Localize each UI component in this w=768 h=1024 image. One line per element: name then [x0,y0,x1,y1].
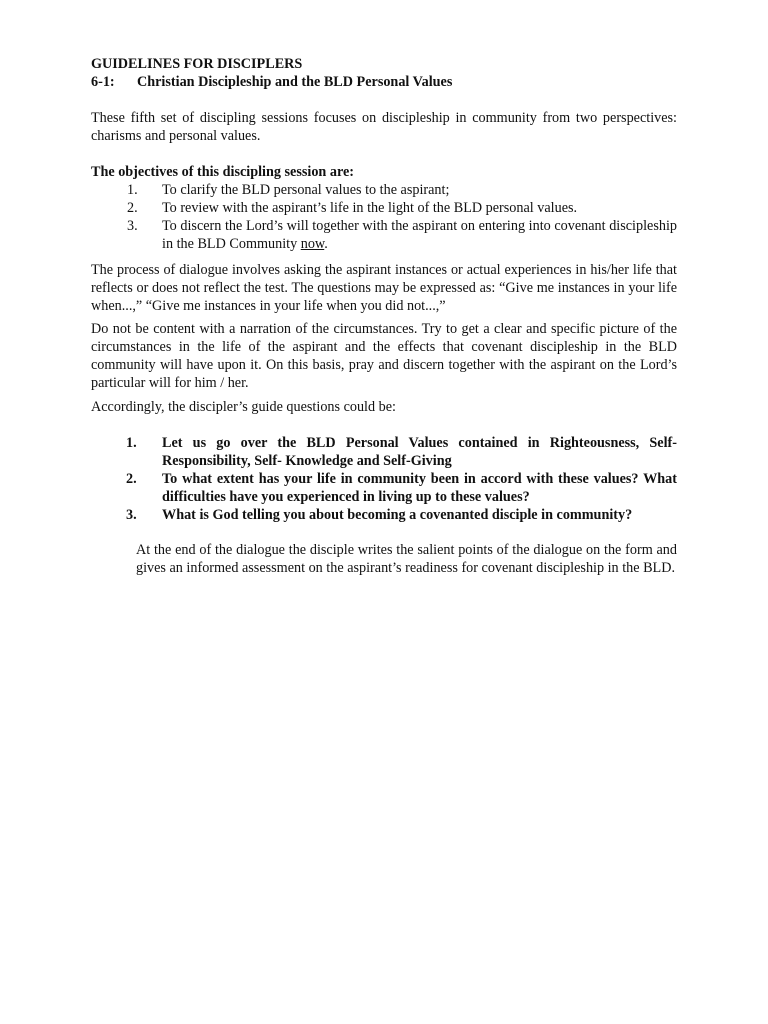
list-item-text: To clarify the BLD personal values to the aspirant; [162,182,450,198]
list-item [91,434,677,470]
list-item [91,217,677,253]
list-item [91,199,677,217]
list-item-number: 3. [126,507,137,523]
circumstances-paragraph: Do not be content with a narration of the circumstances. Try to get a clear and specific picture of the circumstances in the life of the aspirant and the effects that covenant discipleship in the BLD community will have upon it. On this basis, pray and discern together with the aspirant on the Lord’s particular will for him / her. [91,321,677,391]
list-item-text: To review with the aspirant’s life in the light of the BLD personal values. [162,200,578,216]
guide-questions-intro: Accordingly, the discipler’s guide questions could be: [91,399,396,415]
list-item-number: 2. [126,471,137,487]
closing-paragraph: At the end of the dialogue the disciple writes the salient points of the dialogue on the form and gives an informed assessment on the aspirant’s readiness for covenant discipleship in the BLD. [136,542,677,576]
list-item-number: 1. [127,182,138,198]
list-item-number: 2. [127,200,138,216]
section-title: Christian Discipleship and the BLD Personal Values [137,74,453,90]
dialogue-paragraph: The process of dialogue involves asking the aspirant instances or actual experiences in his/her life that reflects or does not reflect the test. The questions may be expressed as: “Give me instances in your life when...,” “Give me instances in your life when you did not...,” [91,262,677,314]
intro-paragraph: These fifth set of discipling sessions focuses on discipleship in community from two perspectives: charisms and personal values. [91,110,677,144]
list-item-text: Let us go over the BLD Personal Values contained in Righteousness, Self-Responsibility, Self- Knowledge and Self-Giving [162,435,677,469]
document-title: GUIDELINES FOR DISCIPLERS [91,56,303,72]
objectives-title: The objectives of this discipling session are: [91,164,355,180]
objectives-list [91,181,677,253]
section-heading [91,73,677,91]
list-item [91,181,677,199]
list-item [91,470,677,506]
list-item-text: To discern the Lord’s will together with the aspirant on entering into covenant discipleship in the BLD Community [162,218,677,252]
list-item-number: 1. [126,435,137,451]
list-item-text-end: . [324,236,328,252]
list-item-text: To what extent has your life in community been in accord with these values? What difficulties have you experienced in living up to these values? [162,471,677,505]
list-item-number: 3. [127,218,138,234]
list-item-text: What is God telling you about becoming a covenanted disciple in community? [162,507,633,523]
underlined-word: now [300,236,325,252]
document-page [91,55,677,577]
list-item [91,506,677,524]
section-number: 6-1: [91,74,115,90]
guide-questions-list [91,434,677,524]
